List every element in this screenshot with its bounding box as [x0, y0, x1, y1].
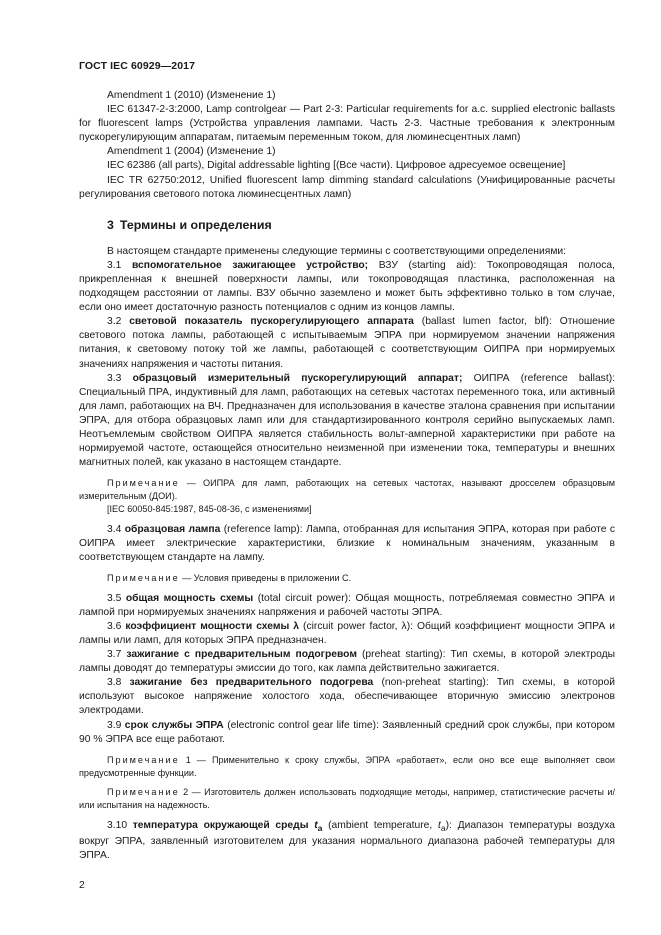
note-source: [IEC 60050-845:1987, 845-08-36, с изменениями] — [107, 503, 312, 514]
term-name: образцовая лампа — [124, 523, 221, 535]
term-definition: 3.5 общая мощность схемы (total circuit power): Общая мощность, потребляемая совместно ЭПРА и лампой при нормируемых значениях напряжения и рабочей частоты ЭПРА. — [79, 592, 615, 618]
note: Примечание 1 — Применительно к сроку службы, ЭПРА «работает», если оно все еще выполняет свои предусмотренные функции. — [79, 754, 615, 778]
term-definition: 3.3 образцовый измерительный пускорегулирующий аппарат; ОИПРА (reference ballast): Специальный ПРА, индуктивный для ламп, работающих на сетевых частотах переменного тока, или активный для ламп, работающих на ВЧ. Предназначен для использования в качестве эталона сравнения при испытании ЭПРА, для отбора образцовых ламп или для стандартизированного контроля серийно выпускаемых ламп. Неотъемлемым свойством ОИПРА является стабильность вольт-амперной характеристики при работе на нормируемой частоте, остающейся относительно неизменной при изменении тока, температуры и внешних магнитных полей, как указано в настоящем стандарте. — [79, 372, 615, 469]
reference-item: IEC TR 62750:2012, Unified fluorescent lamp dimming standard calculations (Унифицированные расчеты регулирования светового потока люминесцентных ламп) — [79, 174, 615, 200]
term-definition: 3.6 коэффициент мощности схемы λ (circuit power factor, λ): Общий коэффициент мощности ЭПРА и лампы или ламп, для которых ЭПРА предназначен. — [79, 620, 615, 646]
term-name: образцовый измерительный пускорегулирующий аппарат; — [132, 372, 463, 384]
term-definition: 3.1 вспомогательное зажигающее устройство; ВЗУ (starting aid): Токопроводящая полоса, прикрепленная к внешней поверхности лампы, или токопроводящая пластинка, расположенная на подходящем расстоянии от лампы. ВЗУ обычно заземлено и может быть эффективно только в том случае, если оно имеет достаточную разность потенциалов с одним из концов лампы. — [79, 259, 615, 314]
document-header: ГОСТ IEC 60929—2017 — [79, 60, 196, 72]
note: Примечание — ОИПРА для ламп, работающих на сетевых частотах, называют дросселем образцовым измерительным (ДОИ). — [79, 478, 615, 502]
term-name: зажигание без предварительного подогрева — [129, 677, 374, 689]
section-number: 3 — [107, 217, 114, 232]
term-name: общая мощность схемы — [125, 592, 254, 604]
term-definition: 3.10 температура окружающей среды $t_a$ (ambient temperature, $t_a$): Диапазон температуры воздуха вокруг ЭПРА, заявленный изготовителем для указания нормального диапазона рабочей температуры для ЭПРА. — [79, 819, 615, 862]
page-number: 2 — [79, 880, 85, 891]
term-definition: 3.4 образцовая лампа (reference lamp): Лампа, отобранная для испытания ЭПРА, которая при работе с ОИПРА имеет электрические характеристики, близкие к номинальным значениям, указанным в соответствующем стандарте на лампу. — [79, 523, 615, 563]
term-definition: 3.7 зажигание с предварительным подогревом (preheat starting): Тип схемы, в которой электроды лампы доводят до температуры эмиссии до того, как лампа действительно зажигается. — [79, 649, 615, 675]
term-definition: 3.2 световой показатель пускорегулирующего аппарата (ballast lumen factor, blf): Отношение светового потока лампы, работающей с испытываемым ЭПРА при нормируемом значении напряжения питания, к световому потоку той же лампы, работающей с соответствующим ОИПРА при нормируемых значениях напряжения и частоты питания. — [79, 316, 615, 370]
term-name: температура окружающей среды — [132, 819, 309, 831]
term-name: коэффициент мощности схемы λ — [125, 620, 300, 632]
note: Примечание — Условия приведены в приложении С. — [107, 572, 352, 583]
section-title: Термины и определения — [119, 217, 272, 232]
reference-item: Amendment 1 (2004) (Изменение 1) — [107, 146, 276, 158]
section-intro: В настоящем стандарте применены следующие термины с соответствующими определениями: — [107, 245, 567, 257]
term-name: срок службы ЭПРА — [124, 719, 224, 731]
term-name: зажигание с предварительным подогревом — [126, 649, 357, 661]
note: Примечание 2 — Изготовитель должен использовать подходящие методы, например, статистические расчеты и/или испытания на надежность. — [79, 787, 615, 811]
section-heading — [107, 217, 615, 233]
term-definition: 3.9 срок службы ЭПРА (electronic control gear life time): Заявленный средний срок службы, при котором 90 % ЭПРА все еще работают. — [79, 719, 615, 745]
term-name: вспомогательное зажигающее устройство; — [131, 259, 369, 271]
document-body — [79, 89, 615, 863]
term-name: световой показатель пускорегулирующего аппарата — [129, 316, 414, 328]
reference-item: IEC 61347-2-3:2000, Lamp controlgear — Part 2-3: Particular requirements for a.c. supplied electronic ballasts for fluorescent lamps (Устройства управления лампами. Часть 2-3. Частные требования к электронным пускорегулирующим аппаратам, питаемым переменным током, для люминесцентных ламп) — [79, 104, 615, 144]
reference-item: Amendment 1 (2010) (Изменение 1) — [107, 90, 276, 101]
reference-item: IEC 62386 (all parts), Digital addressable lighting [(Все части). Цифровое адресуемое освещение] — [107, 160, 566, 172]
term-definition: 3.8 зажигание без предварительного подогрева (non-preheat starting): Тип схемы, в которой используют высокое напряжение холостого хода, обеспечивающее вторичную эмиссию электронов электродами. — [79, 677, 615, 717]
